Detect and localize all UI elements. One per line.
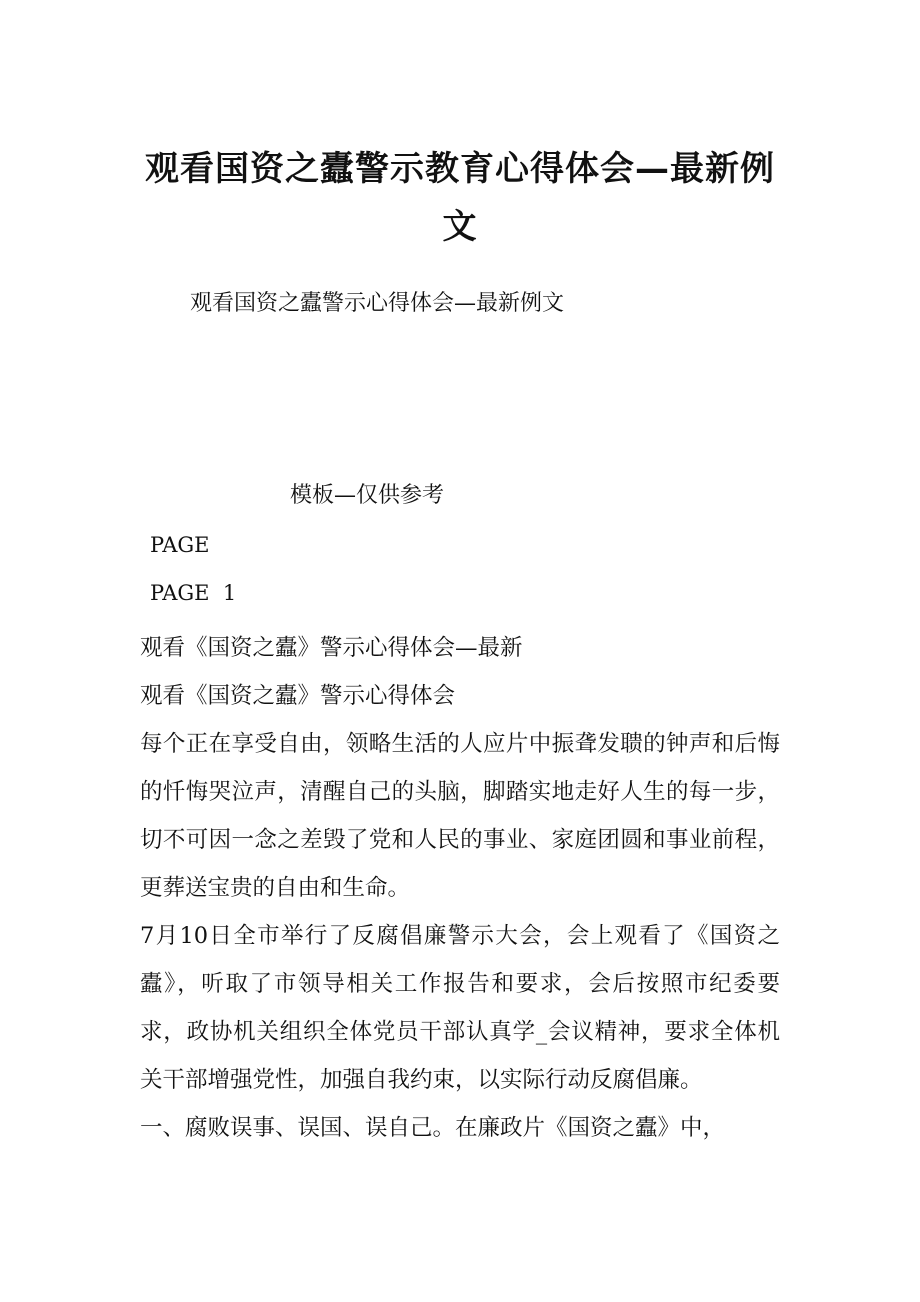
paragraph-subheading: 观看《国资之蠹》警示心得体会 [140,683,456,709]
paragraph: 每个正在享受自由，领略生活的人应片中振聋发聩的钟声和后悔的忏悔哭泣声，清醒自己的头脑，脚踏实地走好人生的每一步，切不可因一念之差毁了党和人民的事业、家庭团圆和事业前程，更葬送宝贵的自由和生命。 [140,731,780,901]
document-title: 观看国资之蠹警示教育心得体会—最新例文 [145,149,775,247]
page-number-field: PAGE 1 [150,581,237,605]
document-body [140,624,780,1152]
template-note: 模板—仅供参考 [290,483,445,508]
page-field-code: PAGE [150,533,210,557]
paragraph: 一、腐败误事、误国、误自己。在廉政片《国资之蠹》中， [140,1115,726,1141]
document-subtitle: 观看国资之蠹警示心得体会—最新例文 [190,291,565,316]
paragraph: 7月10日全市举行了反腐倡廉警示大会，会上观看了《国资之蠹》，听取了市领导相关工作报告和要求，会后按照市纪委要求，政协机关组织全体党员干部认真学_会议精神，要求全体机关干部增强党性，加强自我约束，以实际行动反腐倡廉。 [140,923,780,1093]
paragraph-heading: 观看《国资之蠹》警示心得体会—最新 [140,635,523,661]
